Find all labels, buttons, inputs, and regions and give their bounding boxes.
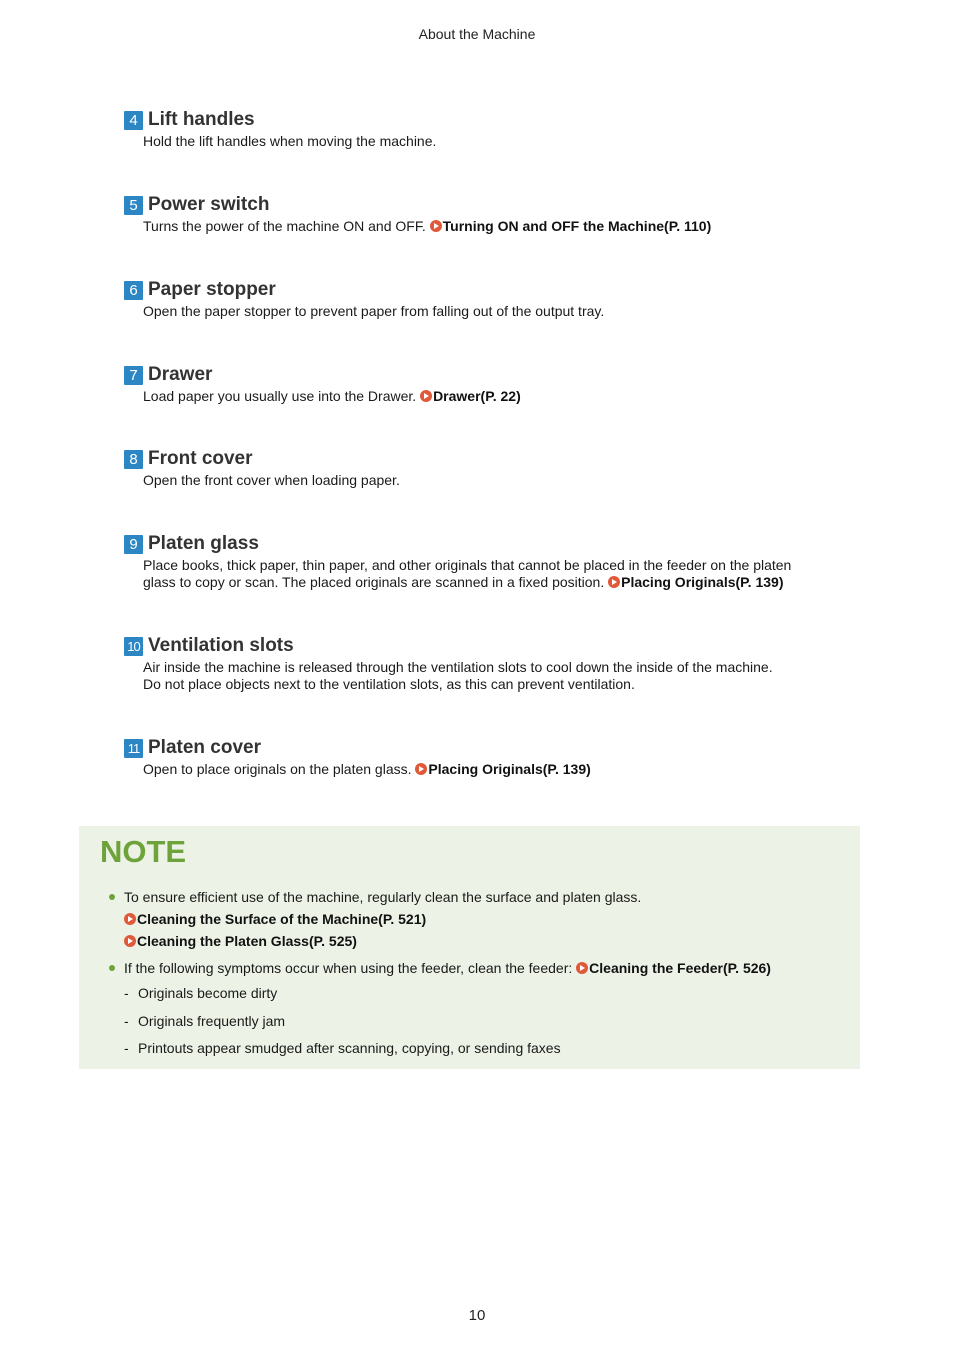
cross-reference-link[interactable] [608, 574, 783, 590]
description-text: Open the paper stopper to prevent paper from falling out of the output tray. [143, 303, 605, 319]
link-text: Drawer(P. 22) [433, 388, 521, 404]
link-text: Turning ON and OFF the Machine(P. 110) [442, 218, 712, 234]
bullet-dot-icon [109, 965, 115, 971]
symptom-item [106, 980, 846, 1008]
item-description [143, 761, 864, 778]
description-text: glass to copy or scan. The placed originals are scanned in a fixed position. [143, 574, 605, 590]
item-heading [124, 634, 864, 658]
link-arrow-icon [430, 220, 442, 232]
link-text: Placing Originals(P. 139) [428, 761, 591, 777]
page-number: 10 [468, 1307, 486, 1324]
item-heading [124, 108, 864, 132]
link-text: Cleaning the Platen Glass(P. 525) [137, 933, 357, 949]
description-text: Turns the power of the machine ON and OFF. [143, 218, 426, 234]
item-heading [124, 193, 864, 217]
item-drawer [124, 363, 864, 405]
item-title: Lift handles [148, 109, 255, 130]
symptom-text: Printouts appear smudged after scanning, copying, or sending faxes [138, 1040, 561, 1056]
number-badge: 7 [124, 366, 143, 385]
description-text: Hold the lift handles when moving the machine. [143, 133, 437, 149]
description-line: Air inside the machine is released through the ventilation slots to cool down the inside of the machine. [143, 659, 773, 675]
link-arrow-icon [124, 935, 136, 947]
item-description [143, 303, 864, 320]
item-title: Front cover [148, 448, 253, 469]
item-title: Drawer [148, 364, 213, 385]
description-line: Do not place objects next to the ventilation slots, as this can prevent ventilation. [143, 676, 635, 692]
note-link-line [124, 908, 846, 930]
link-arrow-icon [576, 962, 588, 974]
link-text: Placing Originals(P. 139) [621, 574, 784, 590]
link-arrow-icon [608, 576, 620, 588]
cleaning-platen-glass-link[interactable] [124, 933, 357, 949]
item-title: Ventilation slots [148, 635, 294, 656]
dash-marker: - [124, 985, 129, 1001]
number-badge: 5 [124, 196, 143, 215]
item-description [143, 659, 864, 693]
symptom-text: Originals frequently jam [138, 1012, 286, 1029]
symptom-text: Originals become dirty [138, 985, 278, 1001]
note-box [79, 826, 860, 1069]
item-description [143, 218, 864, 235]
note-bullet [106, 957, 846, 979]
item-paper-stopper [124, 278, 864, 320]
item-heading [124, 363, 864, 387]
note-bullet-text: To ensure efficient use of the machine, regularly clean the surface and platen glass. [124, 889, 642, 905]
link-arrow-icon [420, 390, 432, 402]
item-title: Paper stopper [148, 279, 276, 300]
symptom-item [106, 1035, 846, 1063]
item-title: Platen cover [148, 737, 261, 758]
item-front-cover [124, 447, 864, 489]
item-description [143, 472, 864, 489]
number-badge: 8 [124, 450, 143, 469]
page-header: About the Machine [418, 26, 536, 42]
number-badge: 9 [124, 535, 143, 554]
number-badge: 4 [124, 111, 143, 130]
number-badge: 10 [124, 637, 143, 656]
link-text: Cleaning the Surface of the Machine(P. 521) [137, 911, 427, 927]
description-text: Open to place originals on the platen glass. [143, 761, 412, 777]
note-bullet [106, 886, 846, 952]
note-title: NOTE [100, 834, 187, 869]
item-description [143, 388, 864, 405]
item-title: Power switch [148, 194, 270, 215]
link-text: Cleaning the Feeder(P. 526) [589, 960, 771, 976]
cross-reference-link[interactable] [420, 388, 521, 404]
link-arrow-icon [415, 763, 427, 775]
link-arrow-icon [124, 913, 136, 925]
symptom-item [106, 1008, 846, 1036]
description-line: Place books, thick paper, thin paper, and other originals that cannot be placed in the feeder on the platen [143, 557, 792, 573]
note-list [106, 886, 846, 1063]
item-power-switch [124, 193, 864, 235]
number-badge: 6 [124, 281, 143, 300]
item-heading [124, 447, 864, 471]
item-description [143, 557, 864, 591]
item-heading [124, 736, 864, 760]
item-title: Platen glass [148, 533, 259, 554]
cleaning-feeder-link[interactable] [576, 960, 771, 976]
item-ventilation-slots [124, 634, 864, 693]
number-badge: 11 [124, 739, 143, 758]
dash-marker: - [124, 1012, 129, 1029]
note-bullet-text: If the following symptoms occur when using the feeder, clean the feeder: [124, 960, 573, 976]
item-lift-handles [124, 108, 864, 150]
description-text: Open the front cover when loading paper. [143, 472, 400, 488]
dash-marker: - [124, 1040, 129, 1056]
item-heading [124, 532, 864, 556]
cleaning-surface-link[interactable] [124, 911, 426, 927]
note-link-line [124, 930, 846, 952]
description-text: Load paper you usually use into the Drawer. [143, 388, 417, 404]
cross-reference-link[interactable] [430, 218, 712, 234]
description-line [143, 574, 864, 591]
cross-reference-link[interactable] [415, 761, 590, 777]
item-platen-glass [124, 532, 864, 591]
item-description [143, 133, 864, 150]
bullet-dot-icon [109, 894, 115, 900]
item-platen-cover [124, 736, 864, 778]
item-heading [124, 278, 864, 302]
